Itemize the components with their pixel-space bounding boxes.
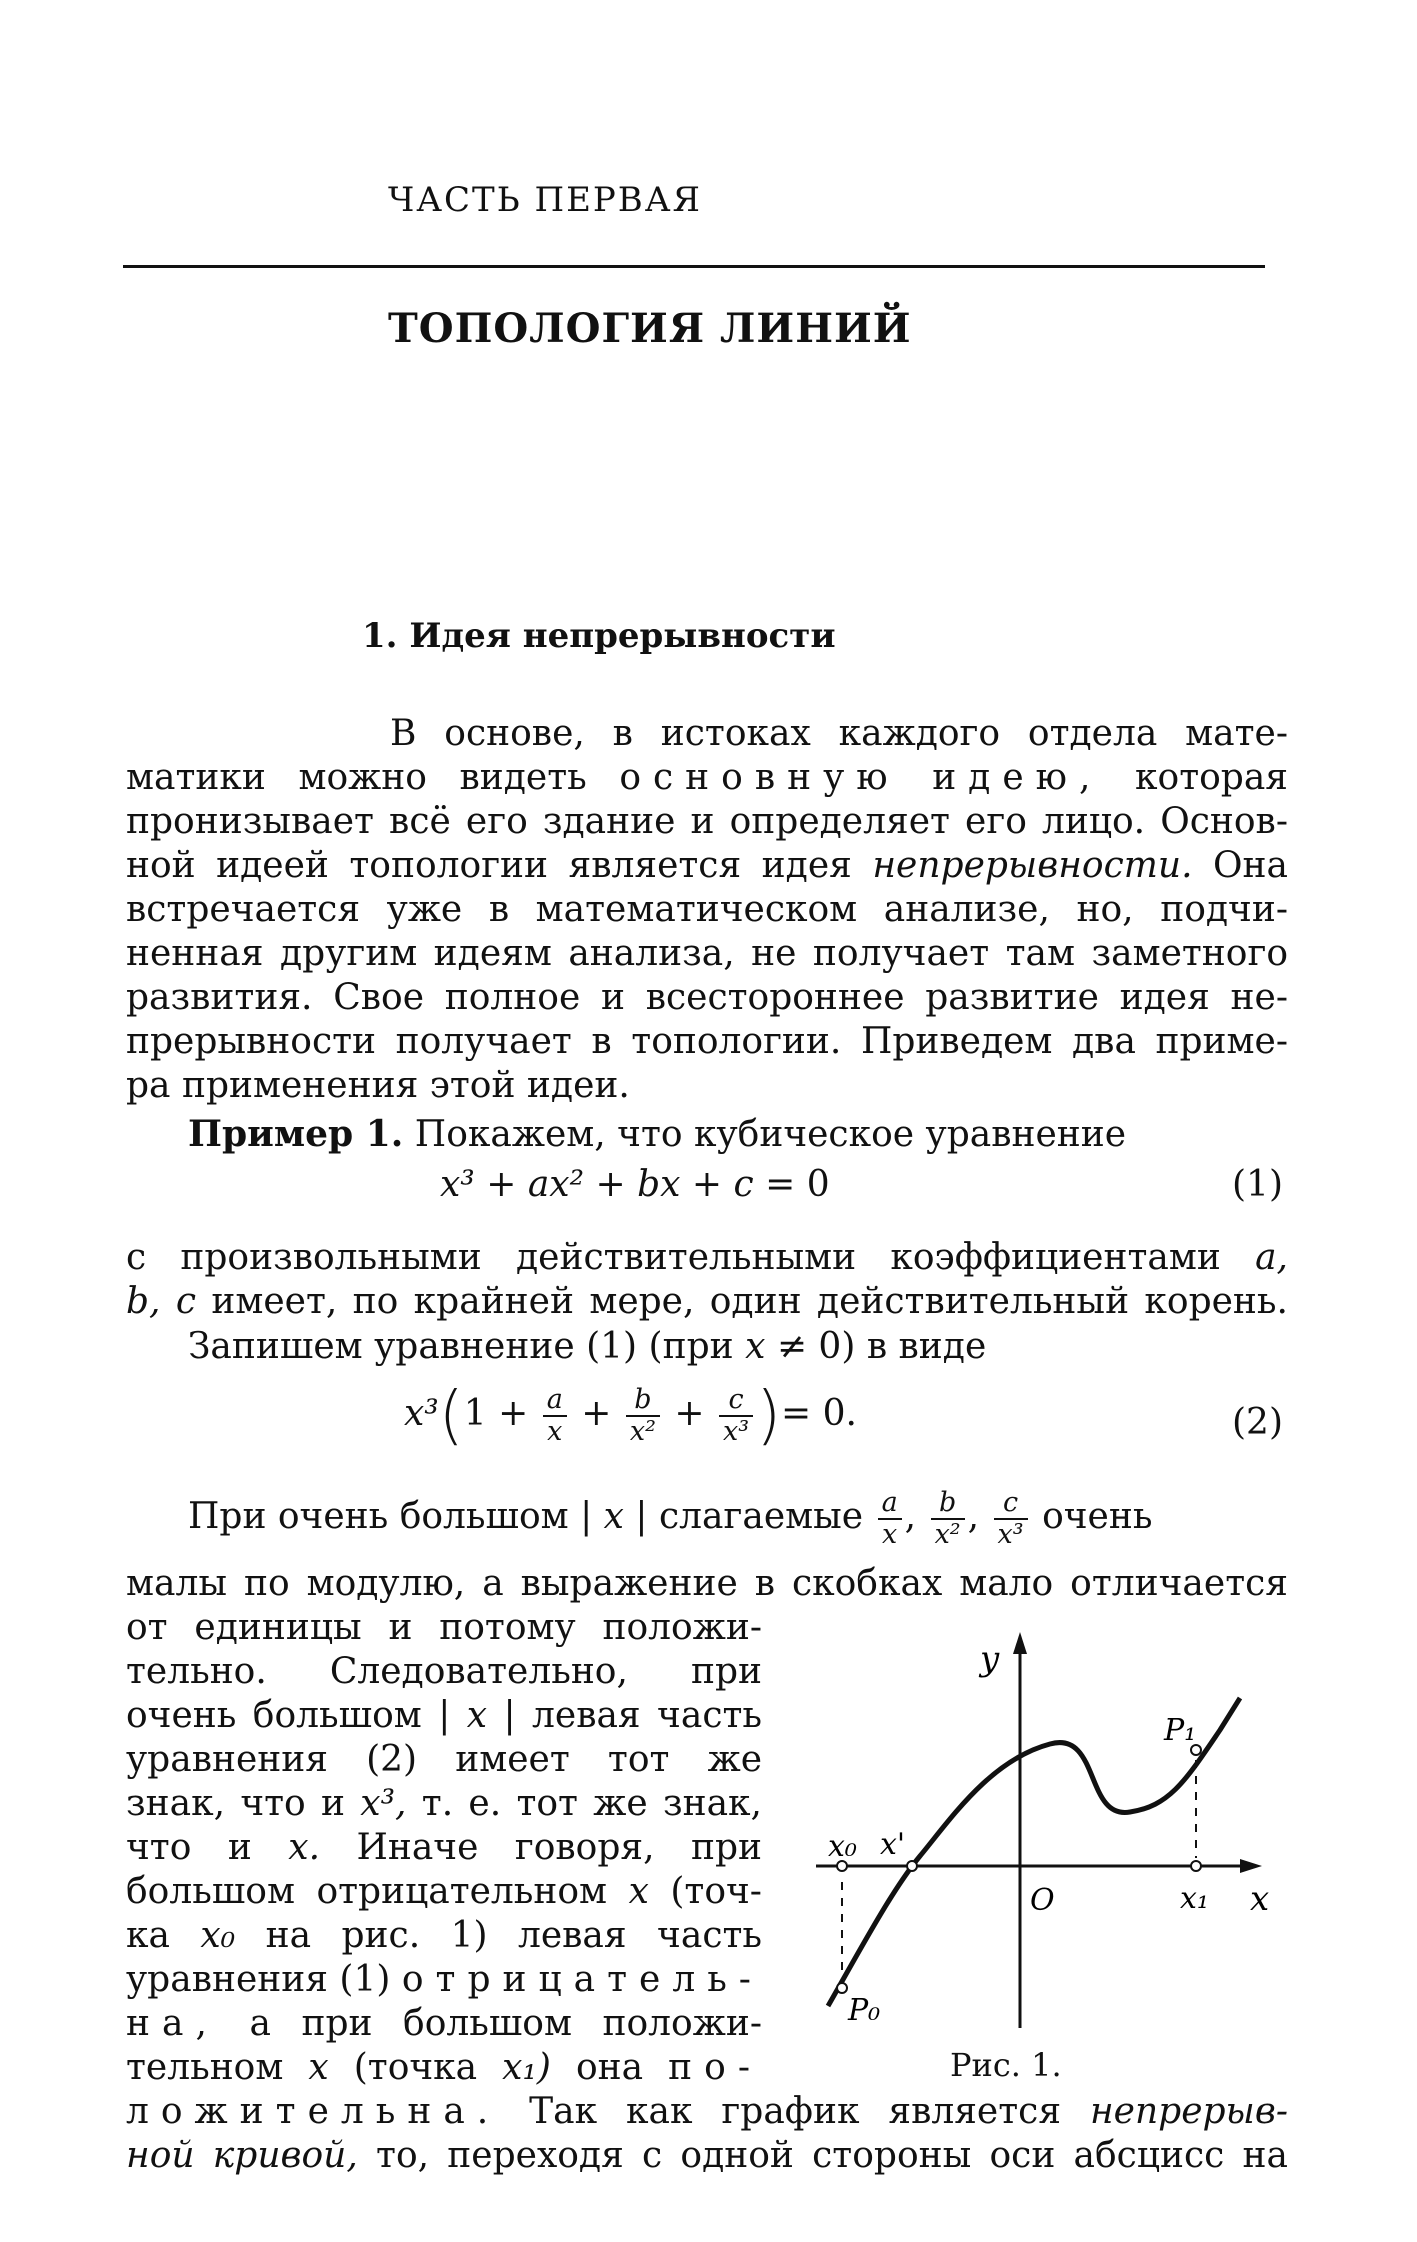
label-p0: P₀ (848, 1993, 881, 2028)
example-label: Пример 1. (188, 1113, 404, 1155)
fraction-b-x2 (931, 1488, 965, 1550)
equation-2 (404, 1379, 858, 1453)
eq-op: + (595, 1164, 626, 1205)
point-xprime (907, 1861, 917, 1871)
text-span: на рис. 1) левая часть (265, 1915, 762, 1956)
para1-line-5: встречается уже в математическом анализе, но, подчи- (126, 889, 1288, 930)
italic-text: x₀ (200, 1915, 236, 1956)
eq-term: bx (637, 1164, 681, 1205)
para4-line-12 (126, 2002, 762, 2046)
spaced-text: на, (126, 2003, 219, 2044)
text-span: то, переходя с одной стороны оси абсцисс на (376, 2135, 1288, 2176)
italic-text: x (745, 1326, 766, 1367)
text-span: Она (1213, 845, 1288, 886)
italic-text: x. (288, 1827, 321, 1868)
eq-op: + (486, 1164, 517, 1205)
comma: , (904, 1496, 917, 1537)
numerator: a (878, 1488, 902, 1520)
para4-line-8 (126, 1826, 762, 1870)
numerator: b (931, 1488, 965, 1520)
text-span: которая (1135, 757, 1288, 798)
text-span: Покажем, что кубическое уравнение (414, 1114, 1127, 1155)
para4-line-7 (126, 1782, 762, 1826)
text-span: ной идеей топологии является идея (126, 845, 852, 886)
comma: , (967, 1496, 980, 1537)
text-span: большом отрицательном (126, 1871, 608, 1912)
para2-line-2 (126, 1280, 1288, 1324)
para4-line-9 (126, 1870, 762, 1914)
spaced-text: отрицатель- (401, 1959, 763, 2000)
denominator: x (547, 1416, 563, 1447)
spaced-text: основную (619, 757, 900, 798)
para1-line-3: пронизывает всё его здание и определяет его лицо. Основ- (126, 801, 1288, 842)
chapter-title: ТОПОЛОГИЯ ЛИНИЙ (388, 305, 912, 352)
eq-term: x³ (404, 1393, 439, 1434)
fraction-a-x (543, 1385, 567, 1447)
numerator: c (994, 1488, 1028, 1520)
para1-line-1: В основе, в истоках каждого отдела мате- (390, 713, 1288, 754)
x-arrow (1240, 1859, 1262, 1873)
fraction-a-x (878, 1488, 902, 1550)
para3-line (188, 1325, 986, 1369)
denominator: x (882, 1519, 898, 1550)
label-x: x (1250, 1879, 1270, 1919)
para4-line-10 (126, 1914, 762, 1958)
para4-line-4: тельно. Следовательно, при (126, 1651, 762, 1692)
label-x1: x₁ (1180, 1881, 1209, 1916)
denominator: x³ (723, 1416, 750, 1447)
italic-text: | x | (580, 1496, 648, 1537)
para1-line-2 (126, 756, 1288, 800)
label-xprime: x' (880, 1827, 906, 1862)
text-span: Так как график является (529, 2091, 1062, 2132)
point-p0 (837, 1983, 847, 1993)
text-span: (точка (353, 2047, 478, 2088)
eq-op: = 0. (781, 1393, 858, 1434)
example-line (188, 1112, 1126, 1157)
para4-line-5 (126, 1694, 762, 1738)
text-span: ≠ 0) в виде (776, 1326, 987, 1367)
y-arrow (1013, 1632, 1027, 1654)
point-x1 (1191, 1861, 1201, 1871)
eq-op: + (581, 1393, 612, 1434)
italic-text: ной кривой, (126, 2135, 358, 2176)
label-x0: x₀ (828, 1829, 857, 1864)
text-span: тельном (126, 2047, 284, 2088)
text-span: (точ- (670, 1871, 762, 1912)
text-span: левая часть (532, 1695, 762, 1736)
section-title: 1. Идея непрерывности (362, 616, 836, 656)
equation-1 (440, 1164, 830, 1205)
para4-line-3: от единицы и потому положи- (126, 1607, 762, 1648)
eq-term: 1 (463, 1393, 487, 1434)
label-y: y (980, 1639, 1000, 1679)
fraction-b-x2 (626, 1385, 660, 1447)
para4-line-11 (126, 1958, 762, 2002)
denominator: x³ (997, 1519, 1024, 1550)
text-span: Запишем уравнение (1) (при (188, 1326, 734, 1367)
equation-2-number: (2) (1232, 1402, 1283, 1443)
numerator: b (626, 1385, 660, 1417)
eq-op: + (674, 1393, 705, 1434)
text-span: что и (126, 1827, 252, 1868)
text-span: с произвольными действительными коэффициентами (126, 1237, 1221, 1278)
italic-text: непрерывности. (872, 845, 1193, 886)
eq-op: + (498, 1393, 529, 1434)
eq-op: = 0 (765, 1164, 830, 1205)
figure-caption: Рис. 1. (950, 2046, 1062, 2084)
para4-line-2: малы по модулю, а выражение в скобках мало отличается (126, 1563, 1288, 1604)
para4-line-1 (188, 1488, 1152, 1550)
label-p1: P₁ (1164, 1713, 1197, 1748)
italic-text: x (308, 2047, 329, 2088)
spaced-text: идею, (932, 757, 1103, 798)
equation-1-number: (1) (1232, 1164, 1283, 1205)
para1-line-8: прерывности получает в топологии. Приведем два приме- (126, 1021, 1288, 1062)
para1-line-6: ненная другим идеям анализа, не получает там заметного (126, 933, 1288, 974)
text-span: уравнения (1) (126, 1959, 391, 2000)
para1-line-9: ра применения этой идеи. (126, 1065, 630, 1106)
eq-op: + (691, 1164, 723, 1205)
para4-line-13 (126, 2046, 762, 2090)
text-span: она (575, 2047, 644, 2088)
figure-1 (800, 1630, 1280, 2050)
text-span: очень большом (126, 1695, 422, 1736)
label-origin: O (1030, 1883, 1055, 1918)
spaced-text: по- (668, 2047, 762, 2088)
para4-line-14 (126, 2090, 1288, 2134)
italic-text: x³, (360, 1783, 407, 1824)
text-span: т. е. тот же знак, (421, 1783, 762, 1824)
fraction-c-x3 (719, 1385, 753, 1447)
numerator: a (543, 1385, 567, 1417)
para1-line-4 (126, 844, 1288, 888)
text-span: При очень большом (188, 1496, 569, 1537)
text-span: знак, что и (126, 1783, 345, 1824)
para4-line-6: уравнения (2) имеет тот же (126, 1739, 762, 1780)
italic-text: непрерыв- (1089, 2091, 1288, 2132)
para4-line-15 (126, 2134, 1288, 2178)
eq-term: ax² (527, 1164, 585, 1205)
text-span: имеет, по крайней мере, один действительный корень. (211, 1281, 1288, 1322)
heading-rule (123, 265, 1265, 268)
italic-text: | x | (438, 1695, 516, 1736)
text-span: ка (126, 1915, 170, 1956)
paren: ) (756, 1379, 782, 1453)
spaced-text: ложительна. (126, 2091, 501, 2132)
text-span: Иначе говоря, при (356, 1827, 762, 1868)
part-heading: ЧАСТЬ ПЕРВАЯ (388, 180, 702, 220)
italic-text: x (628, 1871, 649, 1912)
fraction-c-x3 (994, 1488, 1028, 1550)
eq-term: x³ (440, 1164, 475, 1205)
para2-line-1 (126, 1236, 1288, 1280)
italic-text: c (175, 1281, 197, 1322)
italic-text: b, (126, 1281, 161, 1322)
denominator: x² (934, 1519, 961, 1550)
numerator: c (719, 1385, 753, 1417)
text-span: слагаемые (659, 1496, 864, 1537)
italic-text: a, (1255, 1237, 1288, 1278)
text-span: а при большом положи- (249, 2003, 762, 2044)
text-span: матики можно видеть (126, 757, 587, 798)
paren: ( (438, 1379, 464, 1453)
para1-line-7: развития. Свое полное и всестороннее развитие идея не- (126, 977, 1288, 1018)
denominator: x² (629, 1416, 656, 1447)
eq-term: c (733, 1164, 754, 1205)
italic-text: x₁) (502, 2047, 551, 2088)
text-span: очень (1042, 1496, 1153, 1537)
